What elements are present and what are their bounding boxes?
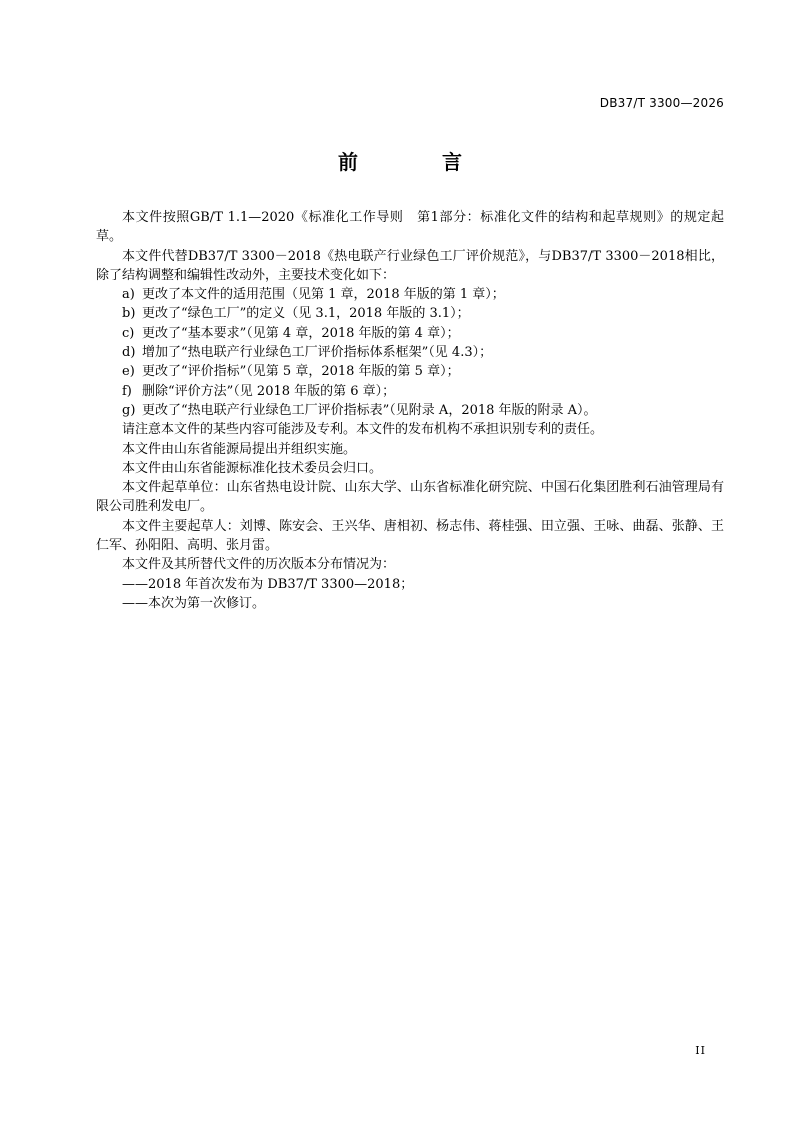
list-marker: d) <box>122 345 136 361</box>
list-item <box>96 382 724 401</box>
history-item: ——2018 年首次发布为 DB37/T 3300—2018； <box>122 576 414 592</box>
page-number: II <box>695 1044 706 1057</box>
list-text: 更改了“绿色工厂”的定义（见 3.1，2018 年版的 3.1）； <box>142 306 470 322</box>
list-item <box>96 285 724 304</box>
paragraph-drafters: 本文件主要起草人：刘博、陈安会、王兴华、唐相初、杨志伟、蒋桂强、田立强、王咏、曲磊、张静、王仁军、孙阳阳、高明、张月雷。 <box>96 518 724 554</box>
list-text: 更改了“评价指标”（见第 5 章，2018 年版的第 5 章）； <box>142 364 460 380</box>
list-marker: b) <box>122 306 136 322</box>
list-item <box>96 343 724 362</box>
paragraph-proposer: 本文件由山东省能源局提出并组织实施。 <box>122 441 357 457</box>
list-item <box>96 362 724 381</box>
list-text: 删除“评价方法”（见 2018 年版的第 6 章）； <box>142 383 396 399</box>
page-title: 前 言 <box>338 150 494 174</box>
document-body <box>96 208 724 613</box>
list-item <box>96 401 724 420</box>
list-marker: a) <box>122 287 135 303</box>
paragraph-drafting-rules: 本文件按照GB/T 1.1—2020《标准化工作导则 第1部分：标准化文件的结构和起草规则》的规定起草。 <box>96 210 724 245</box>
list-marker: e) <box>122 364 135 380</box>
list-marker: c) <box>122 325 135 341</box>
document-code: DB37/T 3300—2026 <box>599 96 724 110</box>
paragraph-history-intro: 本文件及其所替代文件的历次版本分布情况为： <box>122 557 396 573</box>
list-item <box>96 324 724 343</box>
paragraph-committee: 本文件由山东省能源标准化技术委员会归口。 <box>122 460 383 476</box>
list-text: 更改了本文件的适用范围（见第 1 章，2018 年版的第 1 章）； <box>142 287 505 303</box>
paragraph-patent-notice: 请注意本文件的某些内容可能涉及专利。本文件的发布机构不承担识别专利的责任。 <box>122 422 604 438</box>
paragraph-drafting-units: 本文件起草单位：山东省热电设计院、山东大学、山东省标准化研究院、中国石化集团胜利石油管理局有限公司胜利发电厂。 <box>96 480 724 515</box>
list-item <box>96 304 724 323</box>
paragraph-replacement: 本文件代替DB37/T 3300－2018《热电联产行业绿色工厂评价规范》，与DB37/T 3300－2018相比，除了结构调整和编辑性改动外，主要技术变化如下： <box>96 248 724 283</box>
list-text: 增加了“热电联产行业绿色工厂评价指标体系框架”（见 4.3）； <box>142 345 493 361</box>
list-text: 更改了“热电联产行业绿色工厂评价指标表”（见附录 A，2018 年版的附录 A）。 <box>142 402 597 418</box>
list-marker: f) <box>122 383 132 399</box>
history-item: ——本次为第一次修订。 <box>122 595 266 611</box>
list-text: 更改了“基本要求”（见第 4 章，2018 年版的第 4 章）； <box>142 325 460 341</box>
list-marker: g) <box>122 402 136 418</box>
